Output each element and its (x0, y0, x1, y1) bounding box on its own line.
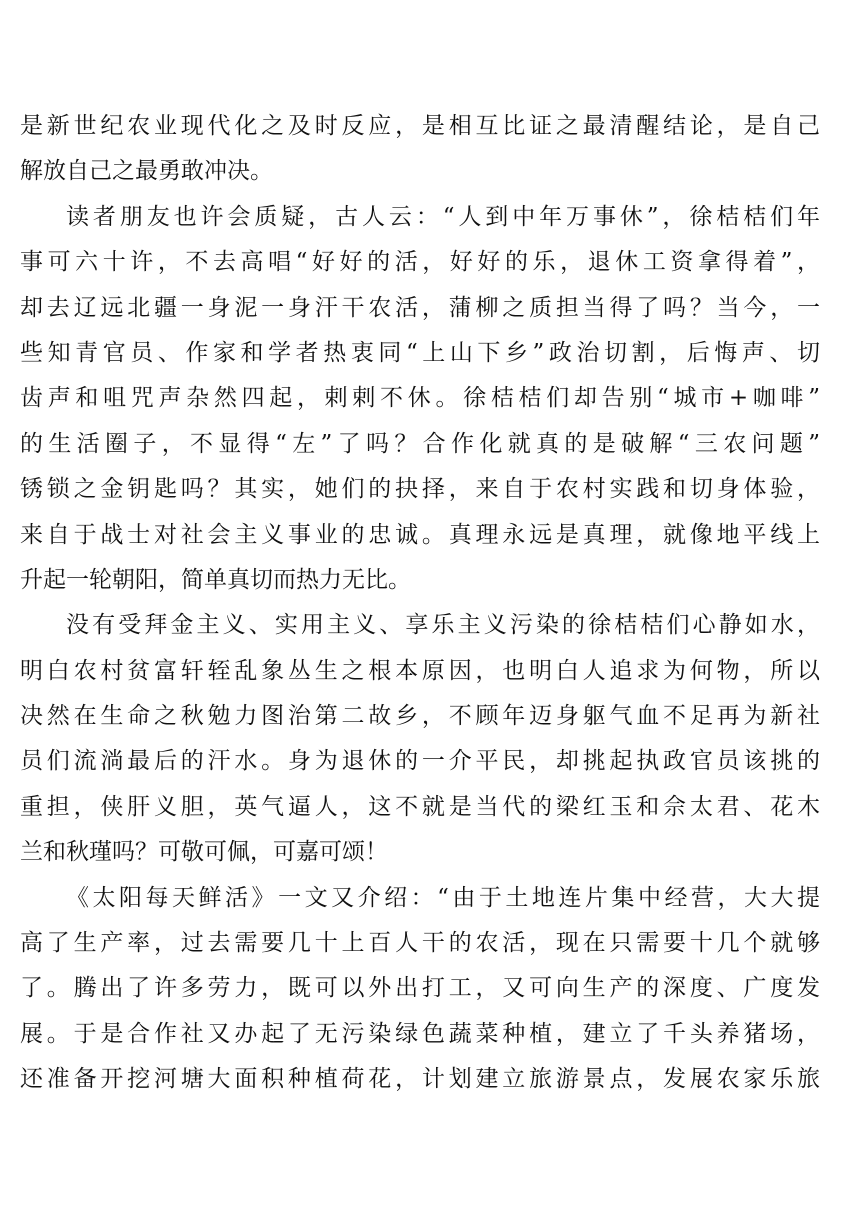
text-line: 升起一轮朝阳，简单真切而热力无比。 (20, 566, 411, 593)
text-line: 还准备开挖河塘大面积种植荷花，计划建立旅游景点，发展农家乐旅 (20, 1066, 820, 1093)
text-line: 的生活圈子，不显得“左”了吗？合作化就真的是破解“三农问题” (20, 430, 820, 457)
text-line: 锈锁之金钥匙吗？其实，她们的抉择，来自于农村实践和切身体验， (20, 476, 820, 503)
text-line: 是新世纪农业现代化之及时反应，是相互比证之最清醒结论，是自己 (20, 113, 820, 139)
text-line: 兰和秋瑾吗？可敬可佩，可嘉可颂！ (20, 839, 388, 866)
text-line: 却去辽远北疆一身泥一身汗干农活，蒲柳之质担当得了吗？当今，一 (20, 294, 820, 321)
text-line: 了。腾出了许多劳力，既可以外出打工，又可向生产的深度、广度发 (20, 975, 820, 1002)
text-line: 读者朋友也许会质疑，古人云：“人到中年万事休”，徐桔桔们年 (66, 203, 820, 230)
text-line: 没有受拜金主义、实用主义、享乐主义污染的徐桔桔们心静如水， (66, 612, 820, 639)
text-line: 员们流淌最后的汗水。身为退休的一介平民，却挑起执政官员该挑的 (20, 748, 820, 775)
text-line: 展。于是合作社又办起了无污染绿色蔬菜种植，建立了千头养猪场， (20, 1020, 820, 1047)
paragraph-3 (20, 603, 820, 875)
paragraph-1 (20, 104, 820, 195)
text-line: 重担，侠肝义胆，英气逼人，这不就是当代的梁红玉和佘太君、花木 (20, 793, 820, 820)
text-line: 解放自己之最勇敢冲决。 (20, 158, 273, 185)
text-line: 些知青官员、作家和学者热衷同“上山下乡”政治切割，后悔声、切 (20, 339, 820, 366)
paragraph-2 (20, 195, 820, 604)
paragraph-4 (20, 876, 820, 1103)
text-line: 《太阳每天鲜活》一文又介绍：“由于土地连片集中经营，大大提 (66, 884, 820, 911)
text-line: 决然在生命之秋勉力图治第二故乡，不顾年迈身躯气血不足再为新社 (20, 703, 820, 730)
text-line: 明白农村贫富轩轾乱象丛生之根本原因，也明白人追求为何物，所以 (20, 657, 820, 684)
text-line: 高了生产率，过去需要几十上百人干的农活，现在只需要十几个就够 (20, 930, 820, 957)
text-line: 来自于战士对社会主义事业的忠诚。真理永远是真理，就像地平线上 (20, 521, 820, 548)
body-text (20, 104, 820, 1103)
text-line: 事可六十许，不去高唱“好好的活，好好的乐，退休工资拿得着”， (20, 249, 820, 276)
text-line: 齿声和咀咒声杂然四起，剌剌不休。徐桔桔们却告别“城市+咖啡” (20, 385, 820, 412)
